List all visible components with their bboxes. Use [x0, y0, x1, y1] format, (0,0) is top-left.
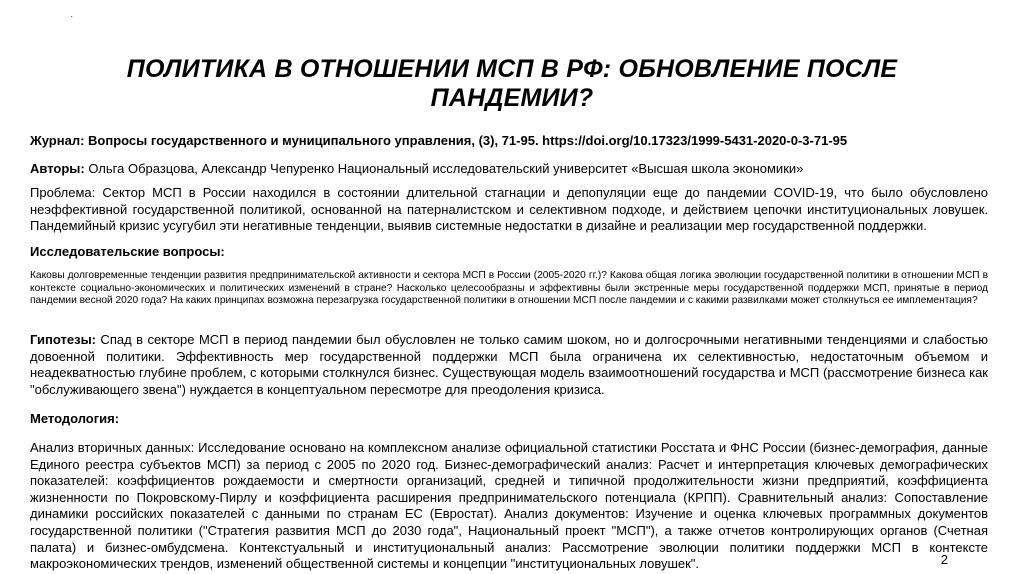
- slide-mark: ·: [70, 11, 74, 22]
- hypotheses-paragraph: [30, 332, 988, 398]
- questions-section: [30, 270, 988, 308]
- methodology-section: [30, 440, 988, 573]
- questions-heading: Исследовательские вопросы:: [30, 244, 225, 259]
- hypotheses-section: [30, 332, 988, 398]
- questions-heading-block: [30, 244, 988, 260]
- authors-label: Авторы:: [30, 161, 85, 176]
- hypotheses-label: Гипотезы:: [30, 332, 96, 347]
- authors-paragraph: [30, 161, 988, 178]
- hypotheses-text: Спад в секторе МСП в период пандемии был обусловлен не только самим шоком, но и долгосрочными негативными тенденциями и слабостью довоенной политики. Эффективность мер государственной поддержки МСП была ограничена их селективностью, недостаточным объемом и неадекватностью глубине проблем, с которыми столкнулся бизнес. Существующая модель взаимоотношений государства и МСП (рассмотрение бизнеса как "обслуживающего звена") нуждается в концептуальном пересмотре для преодоления кризиса.: [30, 332, 988, 397]
- problem-section: [30, 185, 988, 235]
- methodology-heading-block: [30, 411, 988, 427]
- page-number: 2: [940, 552, 948, 567]
- problem-text: Проблема: Сектор МСП в России находился в состоянии длительной стагнации и депопуляции еще до пандемии COVID-19, что было обусловлено неэффективной государственной политикой, основанной на патерналистском и селективном подходе, и действием цепочки институциональных ловушек. Пандемийный кризис усугубил эти негативные тенденции, выявив системные недостатки в дизайне и реализации мер государственной поддержки.: [30, 185, 988, 234]
- slide-title: ПОЛИТИКА В ОТНОШЕНИИ МСП В РФ: ОБНОВЛЕНИЕ ПОСЛЕ ПАНДЕМИИ?: [126, 55, 898, 112]
- journal-text: Журнал: Вопросы государственного и муниципального управления, (3), 71-95. https://doi.org/10.17323/1999-5431-2020-0-3-71-95: [30, 133, 848, 148]
- methodology-heading: Методология:: [30, 411, 120, 426]
- authors-line: [30, 161, 988, 178]
- methodology-text: Анализ вторичных данных: Исследование основано на комплексном анализе официальной статистики Росстата и ФНС России (бизнес-демография, данные Единого реестра субъектов МСП) за период с 2005 по 2020 год. Бизнес-демографический анализ: Расчет и интерпретация ключевых демографических показателей: коэффициентов рождаемости и смертности организаций, средней и типичной продолжительности жизни предприятий, коэффициента жизненности по Покровскому-Пирлу и коэффициента расширения предпринимательского потенциала (КРПП). Сравнительный анализ: Сопоставление динамики российских показателей с данными по странам ЕС (Евростат). Анализ документов: Изучение и оценка ключевых программных документов государственной политики ("Стратегия развития МСП до 2030 года", Национальный проект "МСП"), а также отчетов контролирующих органов (Счетная палата) и бизнес-омбудсмена. Контекстуальный и институциональный анализ: Рассмотрение эволюции политики поддержки МСП в контексте макроэкономических трендов, изменений общественной системы и концепции "институциональных ловушек".: [30, 440, 988, 572]
- authors-text: Ольга Образцова, Александр Чепуренко Национальный исследовательский университет «Высшая школа экономики»: [84, 161, 804, 176]
- questions-text: Каковы долговременные тенденции развития предпринимательской активности и сектора МСП в России (2005-2020 гг.)? Какова общая логика эволюции государственной политики в отношении МСП в контексте социально-экономических и политических изменений в стране? Насколько целесообразны и эффективны были экстренные меры государственной поддержки МСП, принятые в период пандемии весной 2020 года? На каких принципах возможна перезагрузка государственной политики в отношении МСП после пандемии и с какими развилками может столкнуться ее имплементация?: [30, 270, 988, 307]
- journal-line: [30, 133, 988, 150]
